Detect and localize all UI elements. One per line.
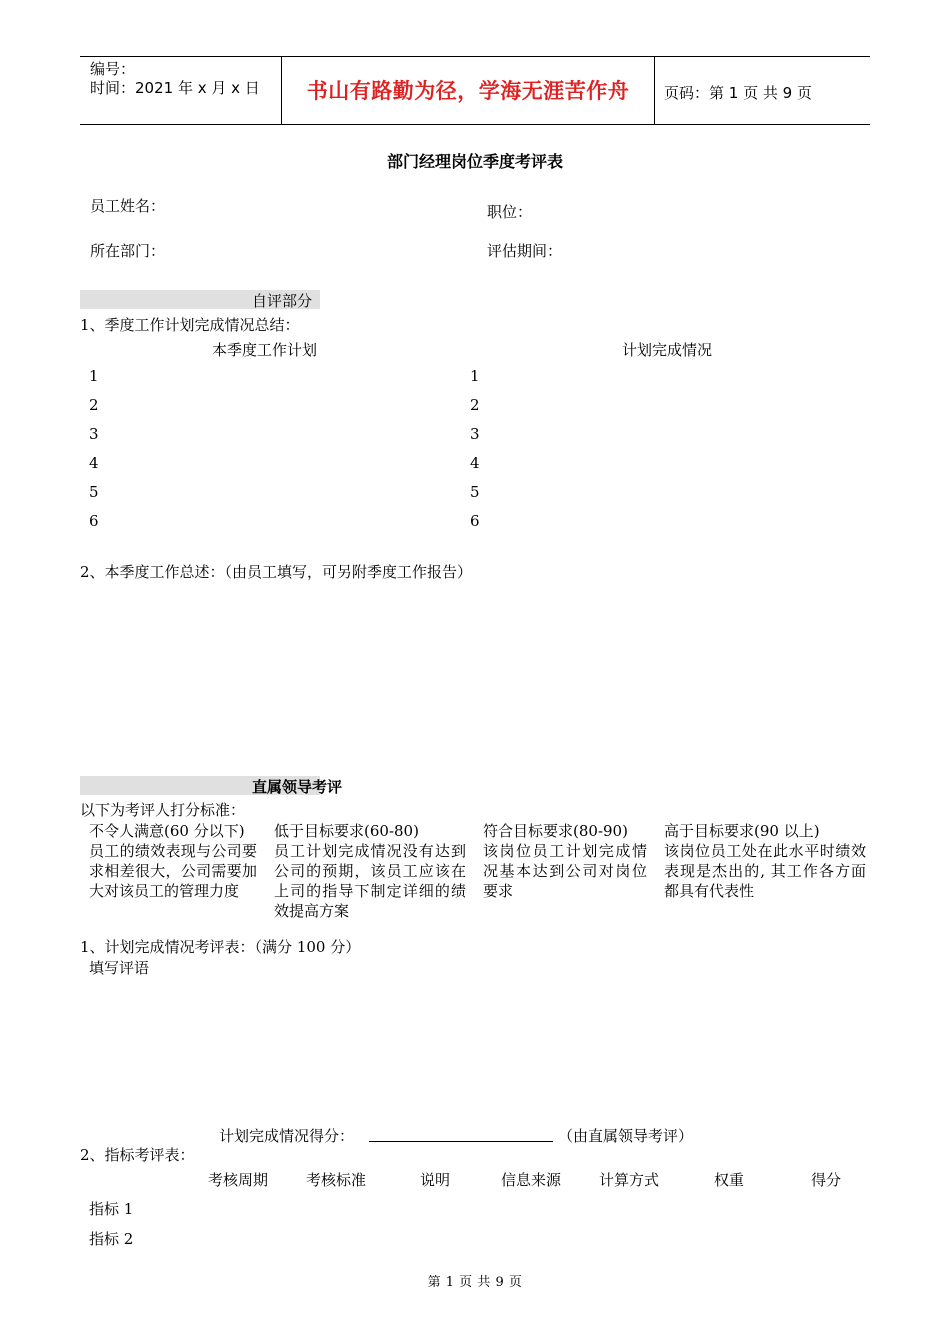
criterion-below-target <box>274 821 466 921</box>
period-label: 评估期间： <box>487 242 563 260</box>
list-item: 6 <box>89 512 99 530</box>
self-review-title: 自评部分 <box>252 292 313 310</box>
list-item: 5 <box>89 483 99 501</box>
q1-plan-evaluation: 1、计划完成情况考评表：（满分 100 分） <box>80 938 361 956</box>
criterion-meets-target <box>483 821 647 901</box>
score-note: （由直属领导考评） <box>558 1127 694 1145</box>
employee-name-label: 员工姓名： <box>90 197 166 215</box>
list-item: 4 <box>89 454 99 472</box>
header-divider-right <box>654 57 655 125</box>
list-item: 6 <box>470 512 480 530</box>
criterion-desc: 员工计划完成情况没有达到公司的预期，该员工应该在上司的指导下制定详细的绩效提高方案 <box>274 842 466 920</box>
q1-plan-summary: 1、季度工作计划完成情况总结： <box>80 316 300 334</box>
criterion-unsatisfactory <box>89 821 257 901</box>
leader-review-title: 直属领导考评 <box>252 778 343 796</box>
list-item: 1 <box>89 367 99 385</box>
table-header-cycle: 考核周期 <box>208 1171 269 1189</box>
department-label: 所在部门： <box>90 242 166 260</box>
document-number-label: 编号： <box>90 60 136 78</box>
list-item: 4 <box>470 454 480 472</box>
position-label: 职位： <box>487 203 533 221</box>
completion-number-list <box>470 367 480 541</box>
list-item: 2 <box>470 396 480 414</box>
page-footer: 第 1 页 共 9 页 <box>427 1275 523 1290</box>
criterion-desc: 员工的绩效表现与公司要求相差很大，公司需要加大对该员工的管理力度 <box>89 842 257 900</box>
score-blank[interactable] <box>369 1141 553 1142</box>
score-label: 计划完成情况得分： <box>219 1127 355 1145</box>
list-item: 2 <box>89 396 99 414</box>
criterion-desc: 该岗位员工计划完成情况基本达到公司对岗位要求 <box>483 842 647 900</box>
fill-comment-label: 填写评语 <box>89 959 150 977</box>
header-bottom-rule <box>80 124 870 125</box>
scoring-standard-intro: 以下为考评人打分标准： <box>80 801 246 819</box>
table-header-description: 说明 <box>420 1171 451 1189</box>
col-header-plan: 本季度工作计划 <box>212 341 318 359</box>
q2-indicator-evaluation: 2、指标考评表： <box>80 1146 195 1164</box>
table-header-standard: 考核标准 <box>306 1171 367 1189</box>
table-header-method: 计算方式 <box>599 1171 660 1189</box>
q2-quarter-summary: 2、本季度工作总述：（由员工填写，可另附季度工作报告） <box>80 563 473 581</box>
list-item: 5 <box>470 483 480 501</box>
criterion-desc: 该岗位员工处在此水平时绩效表现是杰出的, 其工作各方面都具有代表性 <box>664 842 866 900</box>
table-header-source: 信息来源 <box>501 1171 562 1189</box>
plan-number-list <box>89 367 99 541</box>
table-row-indicator-2: 指标 2 <box>89 1230 134 1248</box>
list-item: 1 <box>470 367 480 385</box>
table-row-indicator-1: 指标 1 <box>89 1200 134 1218</box>
header-top-rule <box>80 56 870 57</box>
list-item: 3 <box>89 425 99 443</box>
table-header-weight: 权重 <box>714 1171 745 1189</box>
criterion-above-target <box>664 821 866 901</box>
header-meta <box>90 60 260 98</box>
header-page-number: 页码：第 1 页 共 9 页 <box>664 84 812 102</box>
criterion-title: 不令人满意(60 分以下) <box>89 822 245 840</box>
document-time-label: 时间：2021 年 x 月 x 日 <box>90 79 260 97</box>
page-title: 部门经理岗位季度考评表 <box>386 152 563 171</box>
criterion-title: 低于目标要求(60-80) <box>274 822 419 840</box>
header-motto: 书山有路勤为径，学海无涯苦作舟 <box>306 79 630 103</box>
criterion-title: 高于目标要求(90 以上) <box>664 822 820 840</box>
table-header-score: 得分 <box>811 1171 842 1189</box>
list-item: 3 <box>470 425 480 443</box>
criterion-title: 符合目标要求(80-90) <box>483 822 628 840</box>
col-header-completion: 计划完成情况 <box>622 341 713 359</box>
